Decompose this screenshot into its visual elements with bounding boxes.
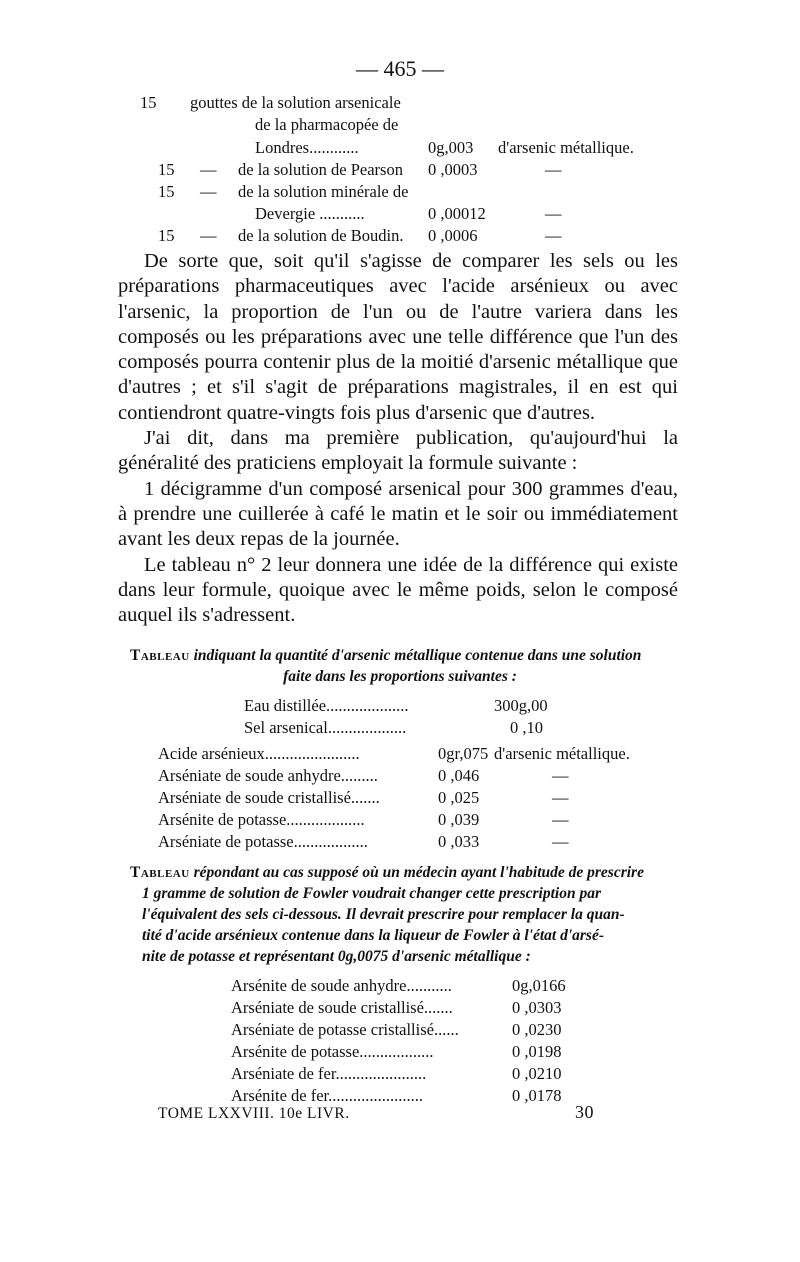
table-row-label: Arsénite de fer.......................: [231, 1086, 423, 1105]
table-row-label: Arséniate de soude anhydre.........: [158, 766, 378, 785]
table-row-unit: —: [552, 766, 569, 785]
list-value: 0 ,0003: [428, 160, 478, 179]
recipe-label: Eau distillée....................: [244, 696, 409, 715]
table-row-unit: —: [552, 788, 569, 807]
caption-text: indiquant la quantité d'arsenic métallique contenue dans une solution: [193, 647, 642, 664]
list-text: de la pharmacopée de: [255, 115, 399, 134]
list-count: 15: [158, 160, 175, 179]
recipe-value: 300g,00: [494, 696, 548, 715]
paragraph: Le tableau n° 2 leur donnera une idée de la différence qui existe dans leur formule, quoique avec le même poids, selon le composé auquel ils s'adressent.: [118, 553, 678, 627]
table-row-label: Arséniate de potasse..................: [158, 832, 368, 851]
list-dash: —: [200, 182, 217, 201]
list-count: 15: [140, 93, 157, 112]
recipe-label: Sel arsenical...................: [244, 718, 407, 737]
caption-text: tité d'acide arsénieux contenue dans la liqueur de Fowler à l'état d'arsé-: [142, 927, 604, 944]
table1-caption: [130, 645, 670, 687]
table-row-value: 0 ,0230: [512, 1020, 562, 1039]
list-item: [140, 92, 157, 113]
table-row-label: Acide arsénieux.......................: [158, 744, 360, 763]
caption-text: faite dans les proportions suivantes :: [283, 668, 517, 685]
list-count: 15: [158, 226, 175, 245]
table-row-value: 0 ,0210: [512, 1064, 562, 1083]
table-row-label: Arséniate de fer......................: [231, 1064, 427, 1083]
caption-text: nite de potasse et représentant 0g,0075 d'arsenic métallique :: [142, 948, 531, 965]
table-row-label: Arséniate de potasse cristallisé......: [231, 1020, 459, 1039]
table-row-label: Arséniate de soude cristallisé.......: [231, 998, 453, 1017]
list-value: 0g,003: [428, 138, 474, 157]
list-unit: —: [545, 204, 562, 223]
table-row-value: 0 ,025: [438, 788, 480, 807]
list-value: 0 ,00012: [428, 204, 486, 223]
footer-volume: TOME LXXVIII. 10e LIVR.: [158, 1105, 350, 1122]
list-dash: —: [200, 160, 217, 179]
table-row-label: Arséniate de soude cristallisé.......: [158, 788, 380, 807]
table-row-value: 0 ,039: [438, 810, 480, 829]
recipe-value: 0 ,10: [510, 718, 543, 737]
table-row-value: 0 ,046: [438, 766, 480, 785]
table-row-value: 0g,0166: [512, 976, 566, 995]
list-text: Londres............: [255, 138, 359, 157]
table2-caption: [130, 862, 670, 967]
list-unit: d'arsenic métallique.: [498, 138, 634, 157]
table-row-unit: d'arsenic métallique.: [494, 744, 630, 763]
paragraph: De sorte que, soit qu'il s'agisse de comparer les sels ou les préparations pharmaceutiques avec l'acide arsénieux ou avec l'arsenic, la proportion de l'un ou de l'autre variera dans les composés ou les préparations avec une telle différence que l'un des composés pourra contenir plus de la moitié d'arsenic métallique que d'autres ; et s'il s'agit de préparations magistrales, il en est qui contiendront quatre-vingts fois plus d'arsenic que d'autres.: [118, 250, 678, 424]
list-text: de la solution minérale de: [238, 182, 409, 201]
table-row-value: 0 ,0178: [512, 1086, 562, 1105]
list-text: gouttes de la solution arsenicale: [190, 93, 401, 112]
caption-text: répondant au cas supposé où un médecin ayant l'habitude de prescrire: [193, 864, 644, 881]
table-row-unit: —: [552, 810, 569, 829]
list-dash: —: [200, 226, 217, 245]
list-count: 15: [158, 182, 175, 201]
page-number: — 465 —: [356, 56, 444, 81]
caption-text: 1 gramme de solution de Fowler voudrait changer cette prescription par: [142, 885, 601, 902]
body-text: [118, 249, 678, 628]
list-text: de la solution de Pearson: [238, 160, 403, 179]
table-row-value: 0 ,0198: [512, 1042, 562, 1061]
table-row-value: 0gr,075: [438, 744, 489, 763]
list-unit: —: [545, 160, 562, 179]
table-row-label: Arsénite de potasse...................: [158, 810, 365, 829]
list-value: 0 ,0006: [428, 226, 478, 245]
table-row-label: Arsénite de potasse..................: [231, 1042, 434, 1061]
list-text: Devergie ...........: [255, 204, 365, 223]
list-unit: —: [545, 226, 562, 245]
table-row-value: 0 ,0303: [512, 998, 562, 1017]
caption-lead: Tableau: [130, 864, 190, 881]
table-row-value: 0 ,033: [438, 832, 480, 851]
table-row-unit: —: [552, 832, 569, 851]
list-text: de la solution de Boudin.: [238, 226, 404, 245]
footer-signature: 30: [575, 1102, 594, 1122]
table-row-label: Arsénite de soude anhydre...........: [231, 976, 452, 995]
caption-lead: Tableau: [130, 647, 190, 664]
caption-text: l'équivalent des sels ci-dessous. Il devrait prescrire pour remplacer la quan-: [142, 906, 625, 923]
paragraph: J'ai dit, dans ma première publication, qu'aujourd'hui la généralité des praticiens employait la formule suivante :: [118, 427, 678, 475]
paragraph: 1 décigramme d'un composé arsenical pour 300 grammes d'eau, à prendre une cuillerée à café le matin et le soir ou immédiatement avant les deux repas de la journée.: [118, 477, 678, 551]
